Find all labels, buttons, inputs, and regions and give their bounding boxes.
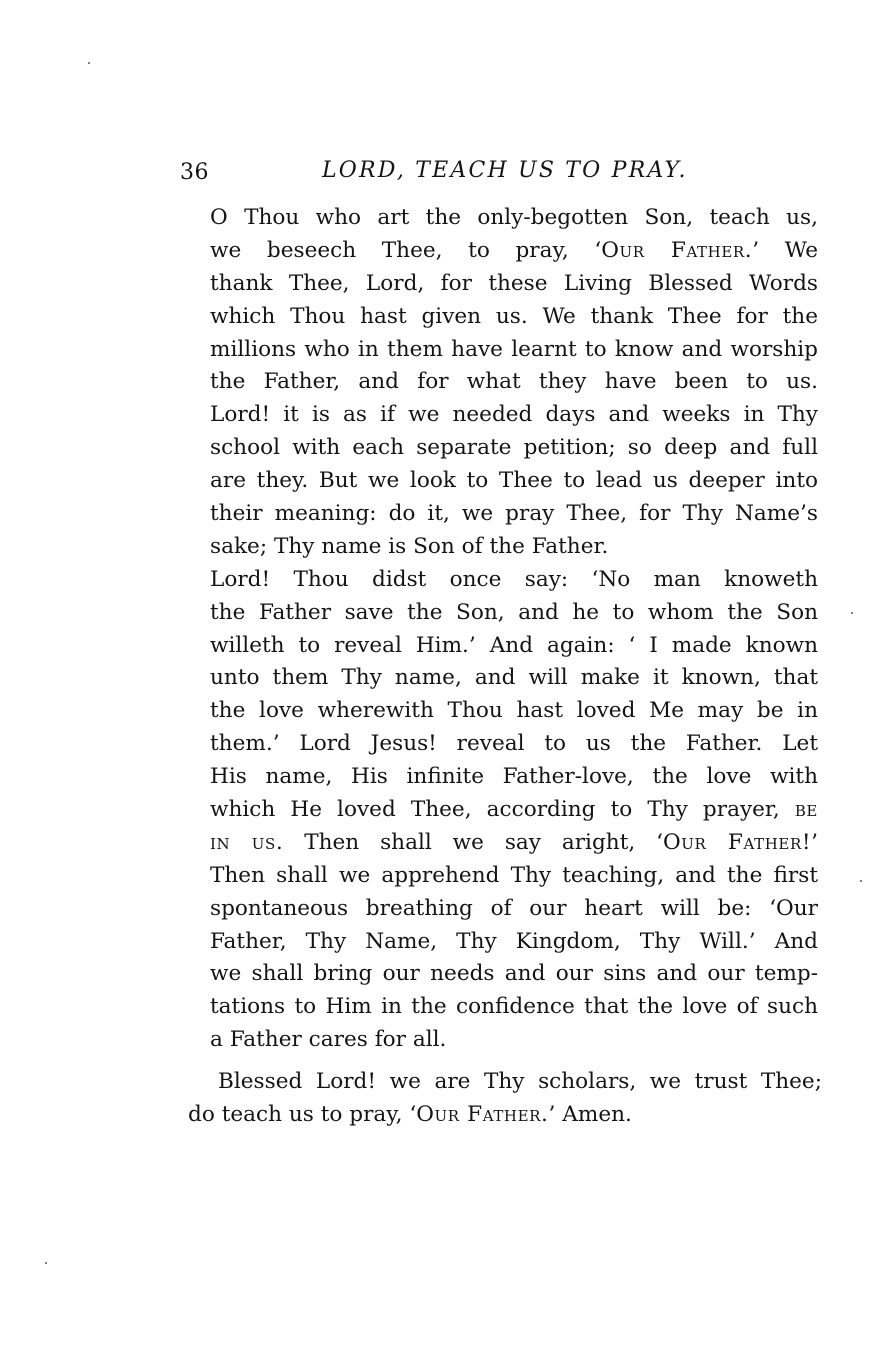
text-run: the love wherewith Thou hast loved Me may be in	[210, 698, 818, 724]
small-caps-run: in us.	[210, 829, 284, 855]
small-caps-run: be	[794, 797, 818, 823]
text-run: sake; Thy name is Son of the Father.	[210, 533, 609, 559]
text-run: which He loved Thee, according to Thy prayer,	[210, 797, 795, 823]
text-line	[180, 366, 818, 399]
text-line	[180, 827, 818, 860]
text-run: their meaning: do it, we pray Thee, for Thy Name’s	[210, 501, 818, 527]
text-line	[180, 268, 818, 301]
text-run: we shall bring our needs and our sins and our temp-	[210, 961, 818, 987]
text-run: Blessed Lord! we are Thy scholars, we trust Thee;	[218, 1069, 822, 1094]
text-line	[180, 893, 818, 926]
text-line	[180, 662, 818, 695]
text-run: do teach us to pray, ‘	[188, 1101, 417, 1127]
text-line	[188, 1065, 822, 1098]
paragraph-2	[180, 564, 818, 1057]
text-run: willeth to reveal Him.’ And again: ‘ I made known	[210, 632, 818, 658]
text-run: thank Thee, Lord, for these Living Blessed Words	[210, 270, 818, 296]
text-run: millions who in them have learnt to know and worship	[210, 336, 818, 362]
text-line	[180, 991, 818, 1024]
text-line	[180, 498, 818, 531]
text-run: unto them Thy name, and will make it known, that	[210, 665, 818, 691]
paper-speck	[45, 1262, 47, 1264]
text-run: O Thou who art the only-begotten Son, teach us,	[210, 205, 818, 230]
small-caps-run: Our Father!	[663, 829, 812, 855]
paper-speck	[860, 880, 862, 882]
text-line	[180, 728, 818, 761]
text-line	[180, 926, 818, 959]
text-run: ’ Amen.	[548, 1101, 632, 1127]
text-run: tations to Him in the confidence that the love of such	[210, 994, 818, 1020]
text-run: ’ We	[752, 237, 818, 263]
text-line	[180, 531, 818, 564]
small-caps-run: Our Father.	[601, 237, 753, 263]
text-line	[188, 1098, 822, 1131]
text-run: which Thou hast given us. We thank Thee for the	[210, 303, 818, 329]
page-header	[180, 158, 820, 190]
paper-speck	[851, 612, 853, 614]
text-line	[180, 399, 818, 432]
small-caps-run: Our Father.	[416, 1101, 549, 1127]
text-run: Then shall we apprehend Thy teaching, and the first	[210, 862, 818, 888]
text-line	[180, 761, 818, 794]
text-line	[180, 301, 818, 334]
text-run: are they. But we look to Thee to lead us deeper into	[210, 468, 818, 494]
text-run: Lord! Thou didst once say: ‘No man knoweth	[210, 566, 818, 592]
text-run: His name, His infinite Father-love, the love with	[210, 764, 818, 790]
text-line	[180, 235, 818, 268]
text-line	[180, 695, 818, 728]
paper-speck	[88, 62, 90, 64]
text-line	[180, 794, 818, 827]
text-run: Lord! it is as if we needed days and weeks in Thy	[210, 402, 818, 428]
text-run: we beseech Thee, to pray, ‘	[210, 237, 602, 263]
text-line	[180, 334, 818, 367]
text-line	[180, 1024, 818, 1057]
text-run: the Father save the Son, and he to whom the Son	[210, 599, 818, 625]
text-run: the Father, and for what they have been to us.	[210, 369, 818, 395]
text-line	[180, 465, 818, 498]
text-run: ’	[811, 829, 819, 855]
text-run: a Father cares for all.	[210, 1027, 447, 1053]
paragraph-1	[180, 202, 818, 564]
text-line	[180, 860, 818, 893]
text-line	[180, 630, 818, 663]
text-run: spontaneous breathing of our heart will be: ‘Our	[210, 895, 818, 921]
text-line	[180, 958, 818, 991]
running-title: LORD, TEACH US TO PRAY.	[322, 158, 688, 183]
text-line	[180, 432, 818, 465]
text-line	[180, 202, 818, 235]
page-number: 36	[180, 160, 209, 185]
body-text	[180, 202, 818, 1057]
text-run: school with each separate petition; so deep and full	[210, 435, 818, 461]
text-line	[180, 597, 818, 630]
text-line	[180, 564, 818, 597]
text-run: Then shall we say aright, ‘	[283, 829, 663, 855]
text-run: them.’ Lord Jesus! reveal to us the Father. Let	[210, 731, 818, 757]
text-run: Father, Thy Name, Thy Kingdom, Thy Will.’ And	[210, 928, 818, 954]
paragraph-3	[188, 1065, 822, 1131]
